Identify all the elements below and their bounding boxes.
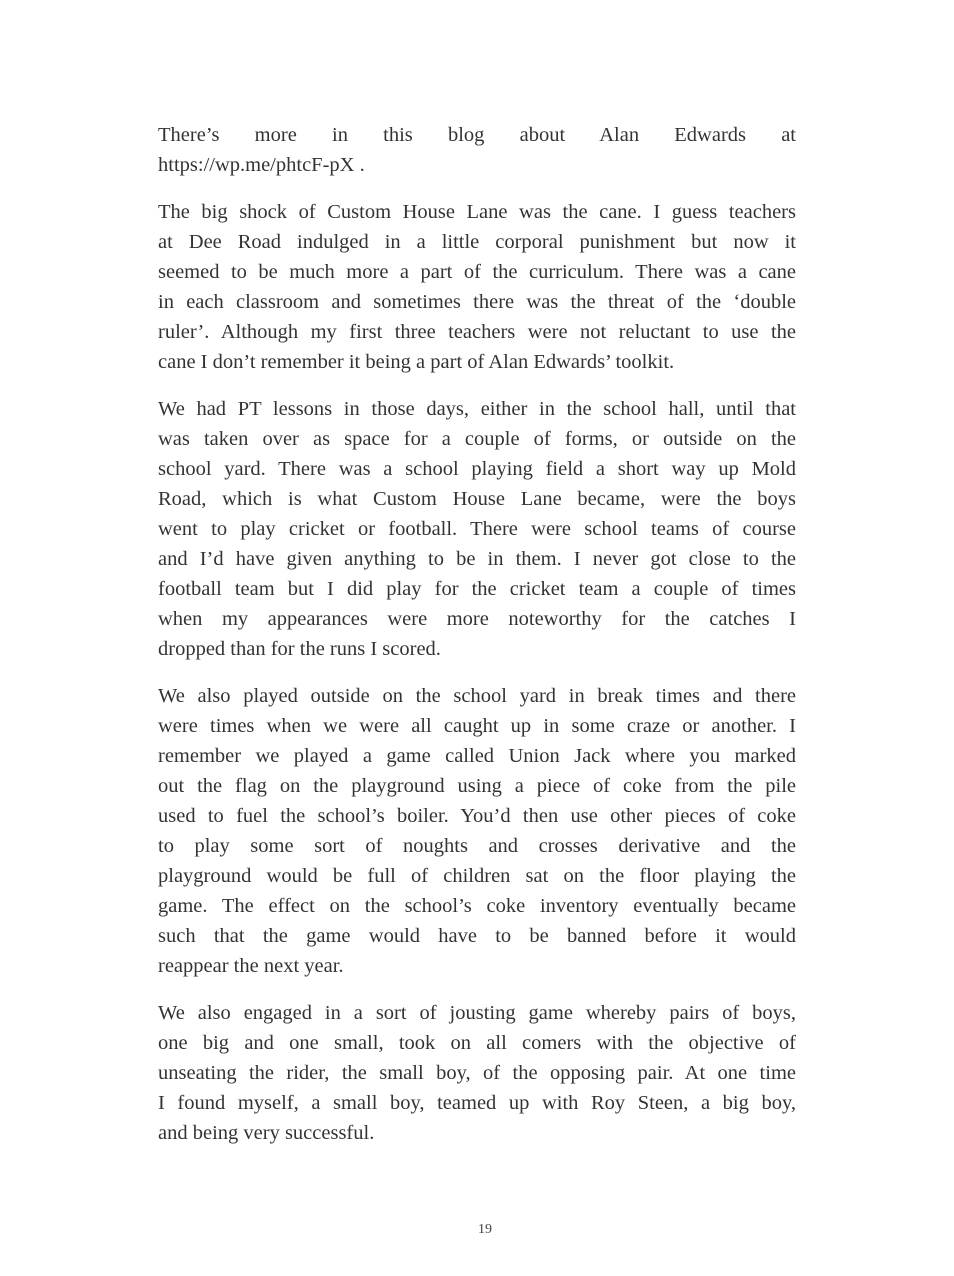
text-line: There’s more in this blog about Alan Edwards at (158, 124, 796, 146)
text-line: game. The effect on the school’s coke inventory eventually became (158, 895, 796, 917)
paragraph (158, 998, 796, 1148)
text-line: and I’d have given anything to be in them. I never got close to the (158, 548, 796, 570)
text-line: to play some sort of noughts and crosses derivative and the (158, 835, 796, 857)
text-line: at Dee Road indulged in a little corporal punishment but now it (158, 231, 796, 253)
text-line: cane I don’t remember it being a part of Alan Edwards’ toolkit. (158, 351, 675, 373)
paragraph (158, 197, 796, 377)
text-line: We also played outside on the school yard in break times and there (158, 685, 796, 707)
text-line: went to play cricket or football. There were school teams of course (158, 518, 796, 540)
text-line: I found myself, a small boy, teamed up with Roy Steen, a big boy, (158, 1092, 796, 1114)
text-line: one big and one small, took on all comers with the objective of (158, 1032, 796, 1054)
page-number: 19 (478, 1222, 492, 1237)
text-line: school yard. There was a school playing field a short way up Mold (158, 458, 796, 480)
document-body (158, 120, 796, 1165)
text-line: out the flag on the playground using a piece of coke from the pile (158, 775, 796, 797)
text-line: https://wp.me/phtcF-pX . (158, 154, 365, 176)
text-line: when my appearances were more noteworthy for the catches I (158, 608, 796, 630)
text-line: We also engaged in a sort of jousting game whereby pairs of boys, (158, 1002, 796, 1024)
text-line: was taken over as space for a couple of forms, or outside on the (158, 428, 796, 450)
text-line: We had PT lessons in those days, either in the school hall, until that (158, 398, 796, 420)
text-line: in each classroom and sometimes there was the threat of the ‘double (158, 291, 796, 313)
text-line: reappear the next year. (158, 955, 344, 977)
text-line: were times when we were all caught up in some craze or another. I (158, 715, 796, 737)
paragraph (158, 394, 796, 664)
text-line: such that the game would have to be banned before it would (158, 925, 796, 947)
text-line: and being very successful. (158, 1122, 375, 1144)
text-line: football team but I did play for the cricket team a couple of times (158, 578, 796, 600)
text-line: used to fuel the school’s boiler. You’d then use other pieces of coke (158, 805, 796, 827)
text-line: The big shock of Custom House Lane was the cane. I guess teachers (158, 201, 796, 223)
text-line: ruler’. Although my first three teachers were not reluctant to use the (158, 321, 796, 343)
text-line: unseating the rider, the small boy, of the opposing pair. At one time (158, 1062, 796, 1084)
text-line: playground would be full of children sat on the floor playing the (158, 865, 796, 887)
text-line: Road, which is what Custom House Lane became, were the boys (158, 488, 796, 510)
text-line: remember we played a game called Union Jack where you marked (158, 745, 796, 767)
text-line: seemed to be much more a part of the curriculum. There was a cane (158, 261, 796, 283)
paragraph (158, 681, 796, 981)
paragraph (158, 120, 796, 180)
text-line: dropped than for the runs I scored. (158, 638, 441, 660)
